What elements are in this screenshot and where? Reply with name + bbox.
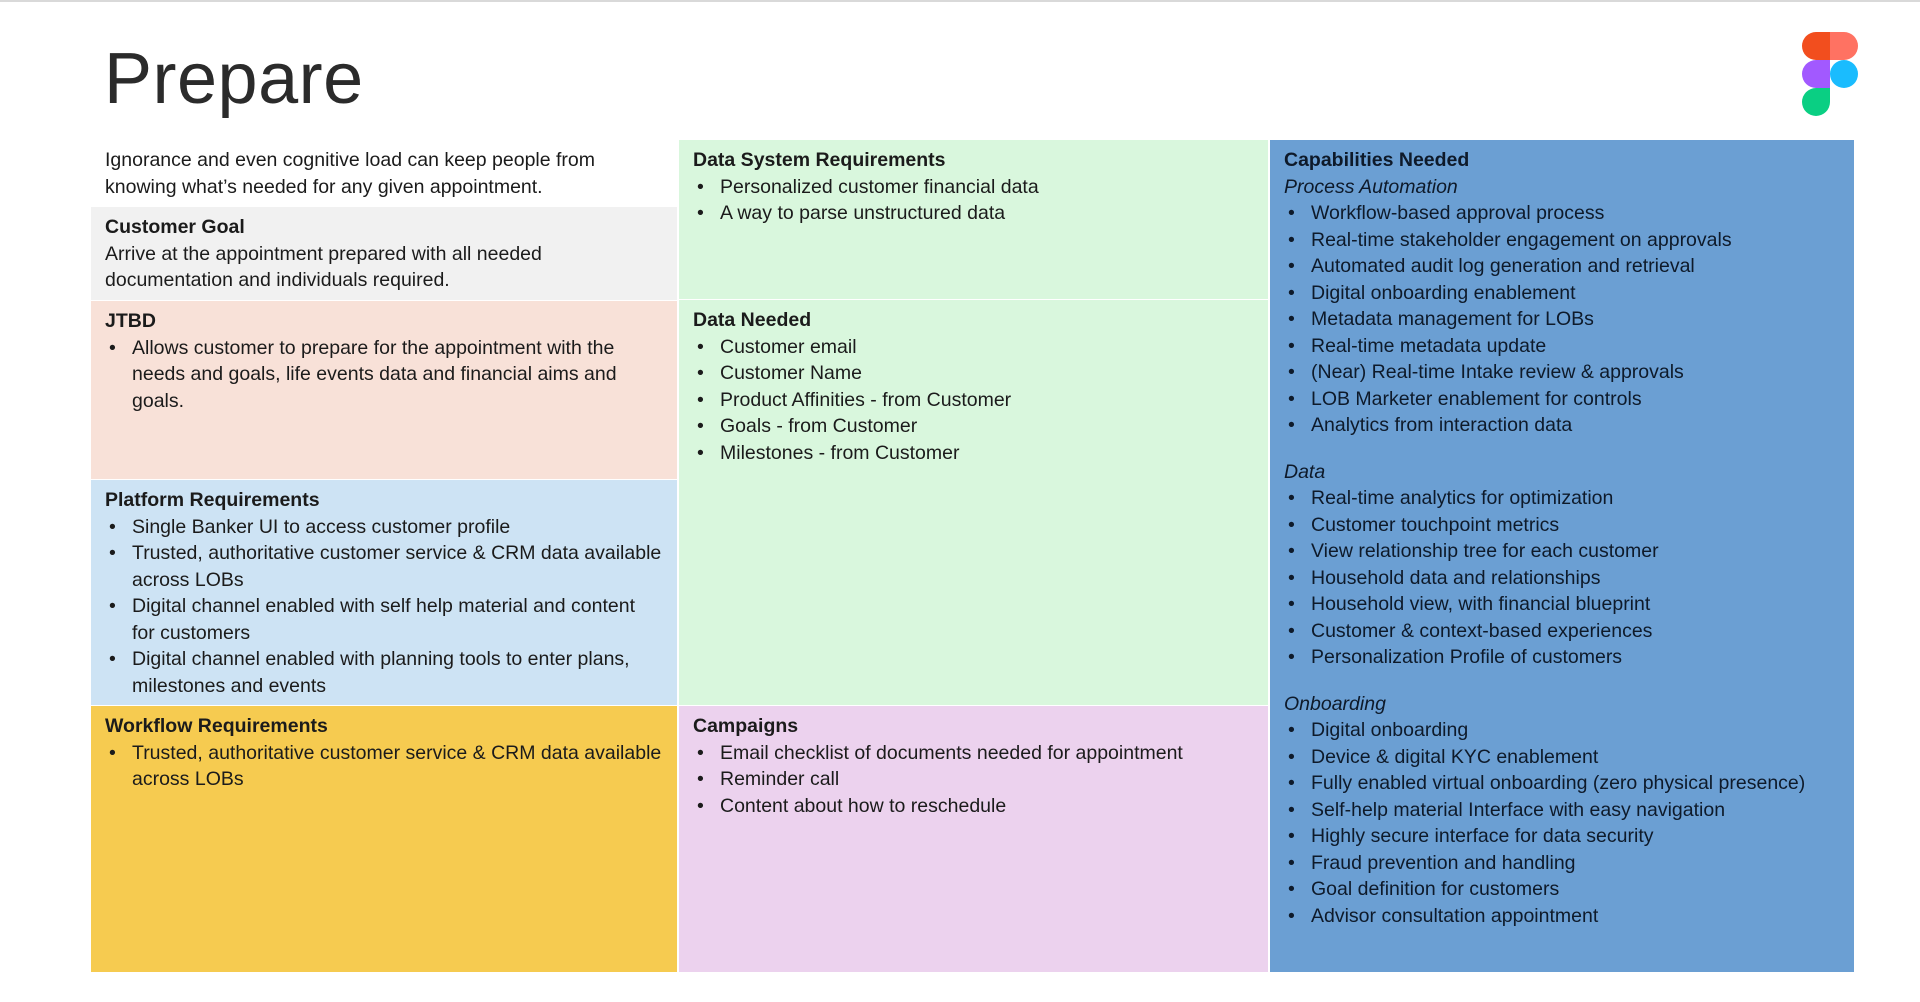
platform-requirements-heading: Platform Requirements — [105, 489, 320, 511]
list-item: • Email checklist of documents needed for appointment — [693, 740, 1254, 767]
list-item: • Highly secure interface for data security — [1284, 823, 1840, 850]
data-system-requirements-cell — [679, 140, 1268, 299]
list-item: • Goal definition for customers — [1284, 876, 1840, 903]
data-needed-list — [693, 334, 1254, 467]
list-item: • Household view, with financial blueprint — [1284, 591, 1840, 618]
jtbd-heading: JTBD — [105, 310, 156, 332]
campaigns-list — [693, 740, 1254, 820]
campaigns-cell — [679, 706, 1268, 972]
list-item: • Self-help material Interface with easy navigation — [1284, 797, 1840, 824]
list-item: • Digital channel enabled with planning tools to enter plans, milestones and events — [105, 646, 663, 699]
list-item: • Content about how to reschedule — [693, 793, 1254, 820]
capabilities-needed-cell — [1270, 140, 1854, 972]
list-item: • Customer touchpoint metrics — [1284, 512, 1840, 539]
process-automation-list — [1284, 200, 1840, 439]
onboarding-list — [1284, 717, 1840, 929]
list-item: • Customer email — [693, 334, 1254, 361]
platform-requirements-cell — [91, 480, 677, 705]
onboarding-label: Onboarding — [1284, 692, 1386, 715]
list-item: • Real-time stakeholder engagement on approvals — [1284, 227, 1840, 254]
list-item: • Household data and relationships — [1284, 565, 1840, 592]
data-system-requirements-list — [693, 174, 1254, 227]
capabilities-heading: Capabilities Needed — [1284, 149, 1470, 171]
list-item: • Workflow-based approval process — [1284, 200, 1840, 227]
list-item: • Trusted, authoritative customer service & CRM data available across LOBs — [105, 740, 663, 793]
jtbd-list — [105, 335, 663, 415]
list-item: • Digital channel enabled with self help material and content for customers — [105, 593, 663, 646]
data-system-requirements-heading: Data System Requirements — [693, 149, 946, 171]
workflow-requirements-list — [105, 740, 663, 793]
list-item: • Real-time metadata update — [1284, 333, 1840, 360]
list-item: • Personalized customer financial data — [693, 174, 1254, 201]
list-item: • (Near) Real-time Intake review & approvals — [1284, 359, 1840, 386]
list-item: • Metadata management for LOBs — [1284, 306, 1840, 333]
list-item: • Real-time analytics for optimization — [1284, 485, 1840, 512]
data-capabilities-list — [1284, 485, 1840, 671]
customer-goal-text: Arrive at the appointment prepared with all needed documentation and individuals required. — [105, 242, 542, 291]
jtbd-cell — [91, 301, 677, 479]
list-item: • Advisor consultation appointment — [1284, 903, 1840, 930]
campaigns-heading: Campaigns — [693, 715, 799, 737]
data-needed-cell — [679, 300, 1268, 705]
list-item: • Device & digital KYC enablement — [1284, 744, 1840, 771]
list-item: • Customer & context-based experiences — [1284, 618, 1840, 645]
workflow-requirements-cell — [91, 706, 677, 972]
list-item: • Digital onboarding enablement — [1284, 280, 1840, 307]
list-item: • Product Affinities - from Customer — [693, 387, 1254, 414]
list-item: • Single Banker UI to access customer profile — [105, 514, 663, 541]
intro-text: Ignorance and even cognitive load can keep people from knowing what’s needed for any given appointment. — [105, 149, 596, 198]
list-item: • LOB Marketer enablement for controls — [1284, 386, 1840, 413]
customer-goal-cell — [91, 207, 677, 300]
list-item: • Allows customer to prepare for the appointment with the needs and goals, life events data and financial aims and goals. — [105, 335, 663, 415]
customer-goal-heading: Customer Goal — [105, 216, 245, 238]
list-item: • Analytics from interaction data — [1284, 412, 1840, 439]
list-item: • Fraud prevention and handling — [1284, 850, 1840, 877]
list-item: • View relationship tree for each customer — [1284, 538, 1840, 565]
process-automation-label: Process Automation — [1284, 175, 1458, 198]
list-item: • Trusted, authoritative customer service & CRM data available across LOBs — [105, 540, 663, 593]
platform-requirements-list — [105, 514, 663, 700]
data-needed-heading: Data Needed — [693, 309, 812, 331]
list-item: • Milestones - from Customer — [693, 440, 1254, 467]
data-label: Data — [1284, 460, 1326, 483]
list-item: • Fully enabled virtual onboarding (zero physical presence) — [1284, 770, 1840, 797]
list-item: • Reminder call — [693, 766, 1254, 793]
page-title: Prepare — [104, 39, 364, 119]
list-item: • Digital onboarding — [1284, 717, 1840, 744]
top-divider — [0, 0, 1920, 2]
list-item: • Automated audit log generation and retrieval — [1284, 253, 1840, 280]
list-item: • Personalization Profile of customers — [1284, 644, 1840, 671]
workflow-requirements-heading: Workflow Requirements — [105, 715, 328, 737]
figma-logo-icon — [1802, 32, 1858, 116]
intro-cell — [91, 140, 677, 206]
list-item: • A way to parse unstructured data — [693, 200, 1254, 227]
list-item: • Goals - from Customer — [693, 413, 1254, 440]
list-item: • Customer Name — [693, 360, 1254, 387]
